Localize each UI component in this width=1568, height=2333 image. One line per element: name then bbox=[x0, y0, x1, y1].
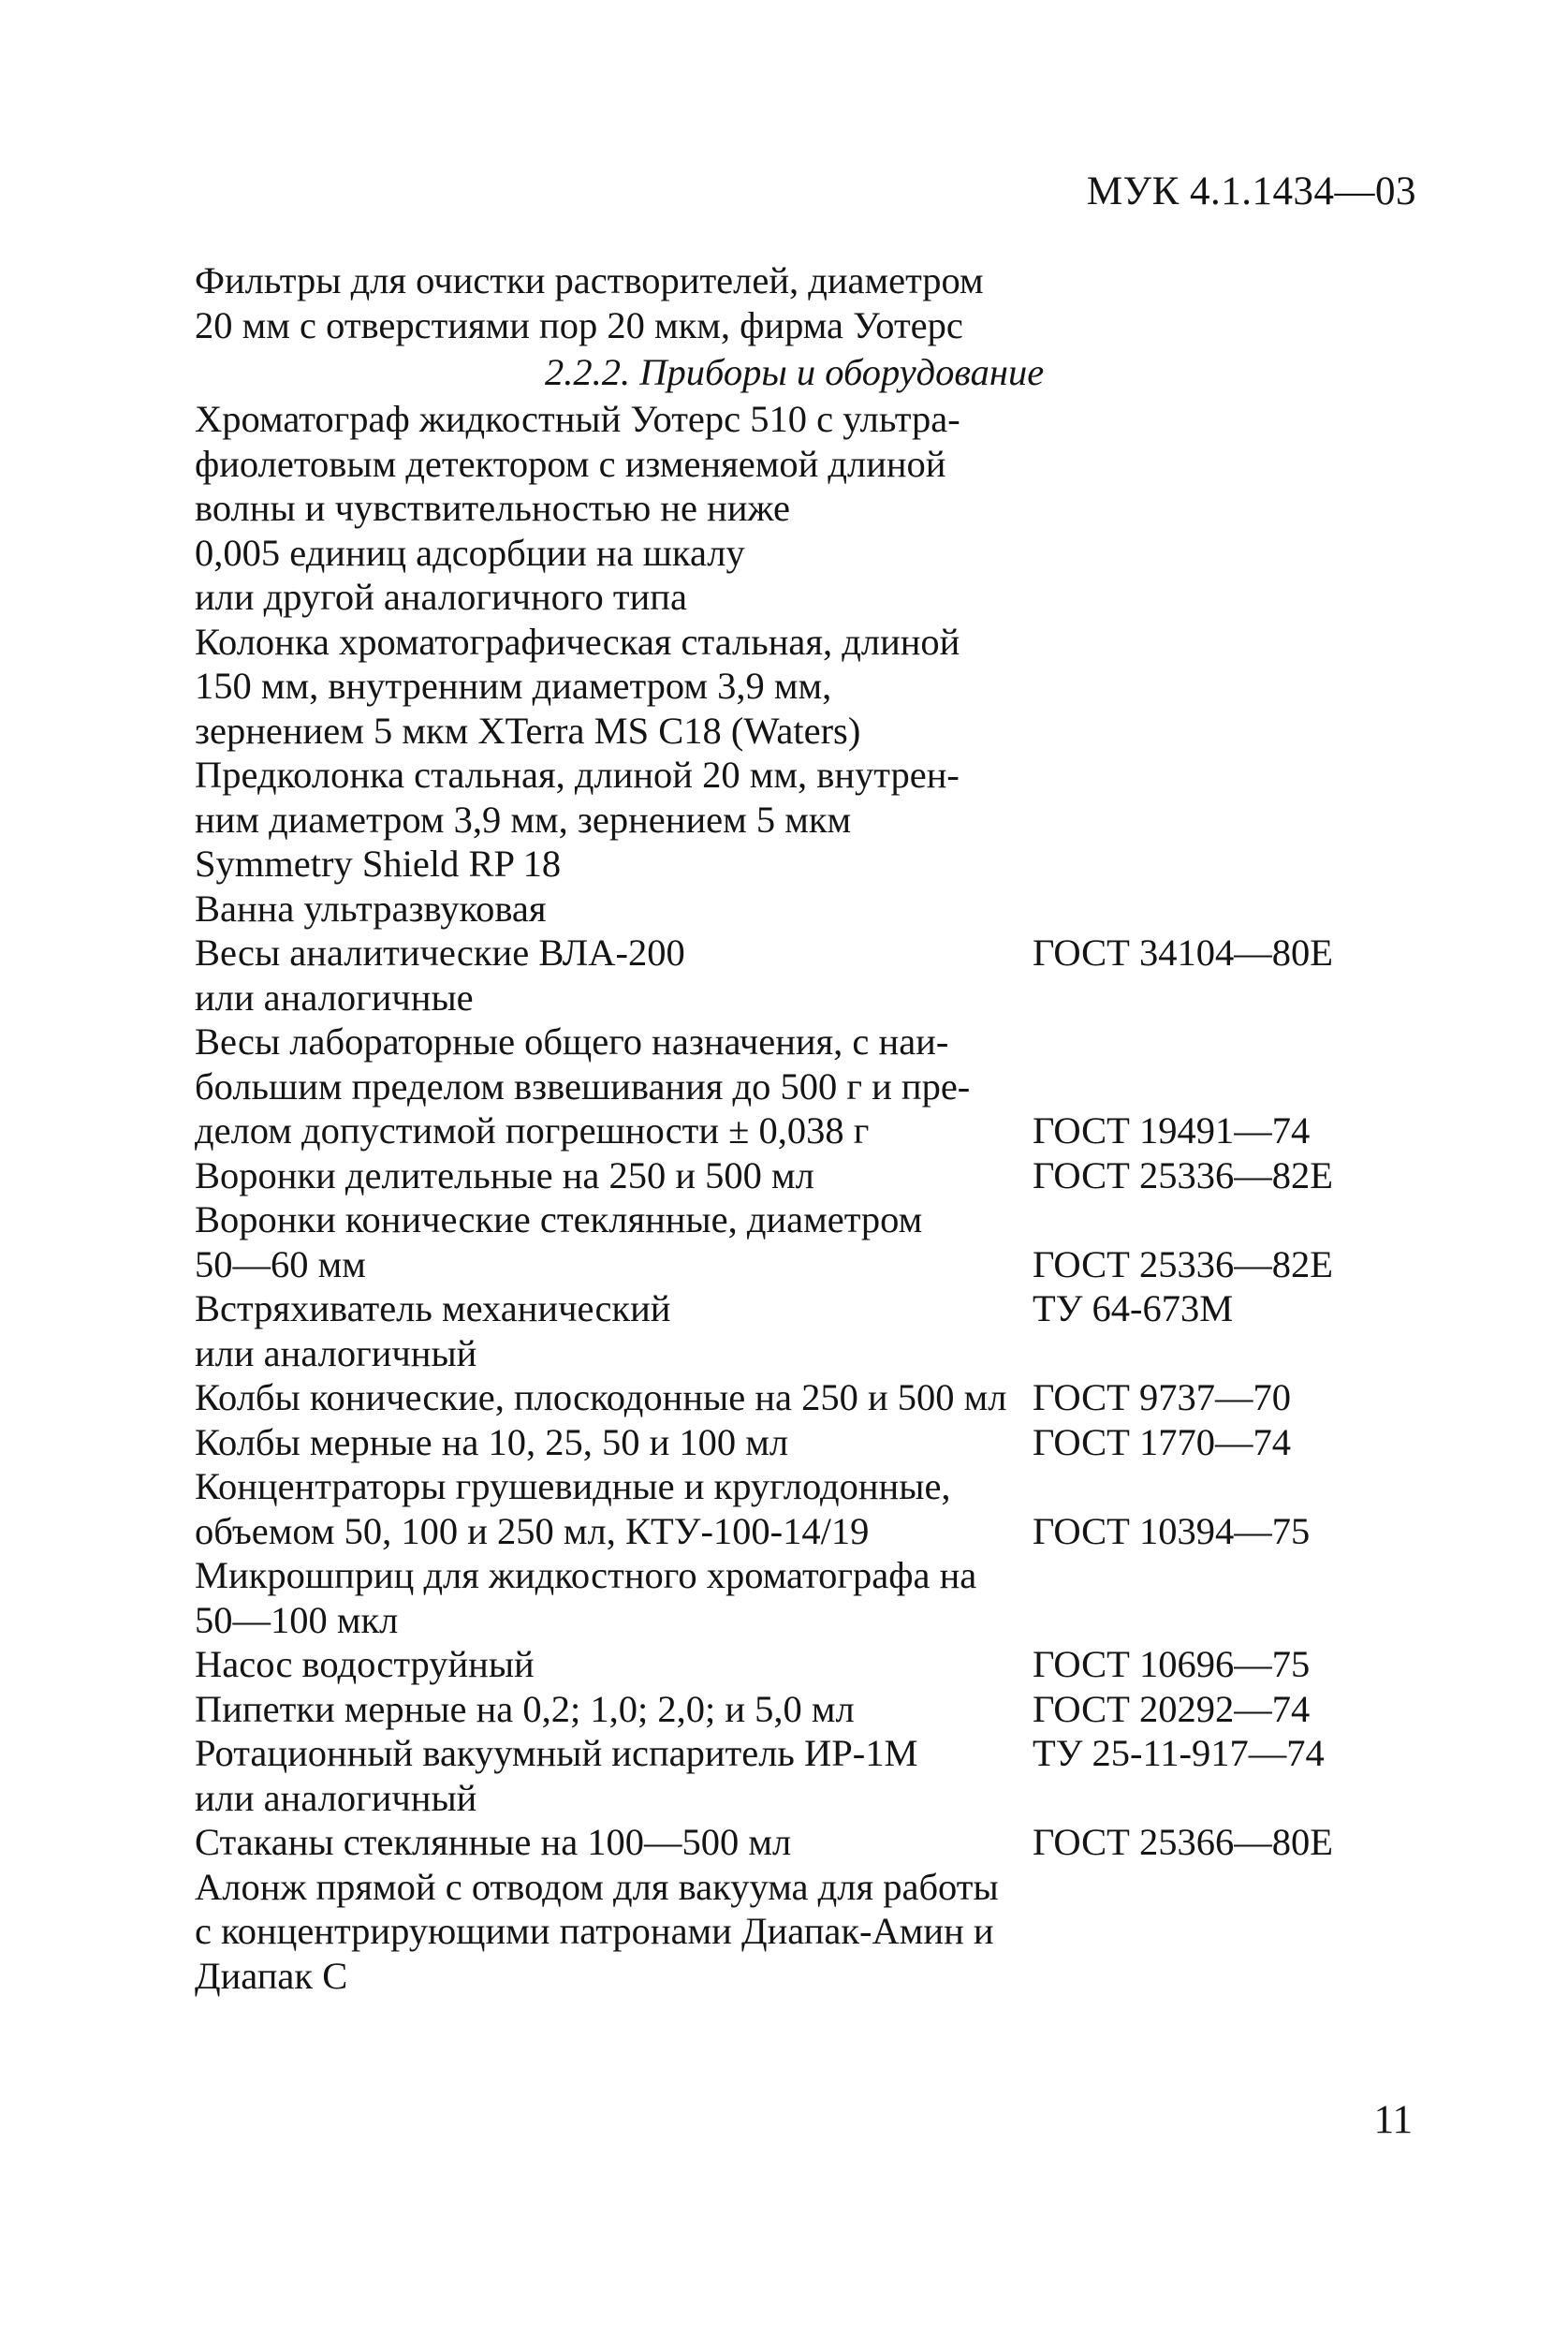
equipment-text: с концентрирующими патронами Диапак-Амин и bbox=[195, 1910, 994, 1952]
equipment-line bbox=[195, 1108, 1412, 1153]
equipment-line bbox=[195, 1197, 1412, 1242]
equipment-line bbox=[195, 1464, 1412, 1509]
equipment-line bbox=[195, 931, 1412, 976]
equipment-line bbox=[195, 1865, 1412, 1910]
equipment-text: Колонка хроматографическая стальная, длиной bbox=[195, 620, 960, 663]
equipment-line bbox=[195, 486, 1412, 531]
equipment-line bbox=[195, 1553, 1412, 1598]
equipment-line bbox=[195, 887, 1412, 932]
equipment-text: Колбы конические, плоскодонные на 250 и 500 мл bbox=[195, 1376, 1007, 1418]
standard-reference: ТУ 25-11-917—74 bbox=[1033, 1732, 1325, 1774]
equipment-text: Насос водоструйный bbox=[195, 1643, 535, 1685]
standard-reference: ГОСТ 1770—74 bbox=[1033, 1420, 1292, 1463]
equipment-line bbox=[195, 709, 1412, 754]
standard-reference: ГОСТ 34104—80Е bbox=[1033, 932, 1334, 974]
intro-line-text: Фильтры для очистки растворителей, диаметром bbox=[195, 259, 984, 301]
standard-reference: ГОСТ 10696—75 bbox=[1033, 1643, 1311, 1685]
page-content bbox=[195, 258, 1412, 1998]
equipment-text: большим пределом взвешивания до 500 г и пре- bbox=[195, 1064, 971, 1108]
equipment-text: Диапак С bbox=[195, 1954, 348, 1997]
standard-reference: ГОСТ 25366—80Е bbox=[1033, 1821, 1334, 1863]
equipment-text: волны и чувствительностью не ниже bbox=[195, 487, 790, 529]
equipment-line bbox=[195, 442, 1412, 487]
equipment-text: объемом 50, 100 и 250 мл, КТУ-100-14/19 bbox=[195, 1509, 870, 1552]
equipment-list bbox=[195, 397, 1412, 1998]
equipment-text: Symmetry Shield RP 18 bbox=[195, 843, 562, 885]
equipment-text: Алонж прямой с отводом для вакуума для работы bbox=[195, 1865, 999, 1908]
standard-reference: ТУ 64-673М bbox=[1033, 1287, 1234, 1329]
equipment-text: Воронки делительные на 250 и 500 мл bbox=[195, 1153, 814, 1196]
equipment-line bbox=[195, 1909, 1412, 1954]
standard-reference: ГОСТ 20292—74 bbox=[1033, 1687, 1311, 1730]
equipment-line bbox=[195, 1242, 1412, 1287]
intro-line bbox=[195, 303, 1412, 348]
equipment-text: Колбы мерные на 10, 25, 50 и 100 мл bbox=[195, 1420, 789, 1463]
equipment-line bbox=[195, 620, 1412, 665]
equipment-text: 150 мм, внутренним диаметром 3,9 мм, bbox=[195, 665, 832, 707]
equipment-line bbox=[195, 976, 1412, 1020]
equipment-text: Пипетки мерные на 0,2; 1,0; 2,0; и 5,0 мл bbox=[195, 1687, 855, 1730]
standard-reference: ГОСТ 25336—82Е bbox=[1033, 1242, 1334, 1285]
equipment-text: 0,005 единиц адсорбции на шкалу bbox=[195, 531, 745, 574]
equipment-text: Встряхиватель механический bbox=[195, 1287, 671, 1329]
equipment-text: Предколонка стальная, длиной 20 мм, внутрен- bbox=[195, 754, 960, 796]
equipment-text: Ротационный вакуумный испаритель ИР-1М bbox=[195, 1732, 918, 1774]
equipment-text: Стаканы стеклянные на 100—500 мл bbox=[195, 1821, 792, 1863]
equipment-line bbox=[195, 1064, 1412, 1109]
equipment-text: Весы аналитические ВЛА-200 bbox=[195, 932, 685, 974]
standard-reference: ГОСТ 19491—74 bbox=[1033, 1109, 1311, 1152]
equipment-text: или аналогичный bbox=[195, 1776, 477, 1819]
equipment-line bbox=[195, 397, 1412, 442]
equipment-line bbox=[195, 1020, 1412, 1064]
equipment-line bbox=[195, 1954, 1412, 1999]
equipment-line bbox=[195, 842, 1412, 887]
equipment-line bbox=[195, 1331, 1412, 1376]
equipment-line bbox=[195, 1153, 1412, 1198]
equipment-line bbox=[195, 1776, 1412, 1821]
equipment-text: Ванна ультразвуковая bbox=[195, 887, 547, 930]
equipment-text: фиолетовым детектором с изменяемой длиной bbox=[195, 442, 946, 485]
page-number: 11 bbox=[1373, 2098, 1413, 2142]
equipment-line bbox=[195, 1598, 1412, 1643]
equipment-line bbox=[195, 1687, 1412, 1732]
equipment-line bbox=[195, 1820, 1412, 1865]
equipment-text: 50—100 мкл bbox=[195, 1598, 399, 1641]
equipment-line bbox=[195, 1509, 1412, 1554]
equipment-line bbox=[195, 1420, 1412, 1465]
equipment-line bbox=[195, 1642, 1412, 1687]
equipment-line bbox=[195, 753, 1412, 798]
intro-block bbox=[195, 258, 1412, 347]
equipment-text: 50—60 мм bbox=[195, 1242, 366, 1285]
equipment-text: Концентраторы грушевидные и круглодонные, bbox=[195, 1465, 951, 1507]
equipment-text: делом допустимой погрешности ± 0,038 г bbox=[195, 1109, 870, 1152]
standard-reference: ГОСТ 10394—75 bbox=[1033, 1509, 1311, 1552]
equipment-line bbox=[195, 798, 1412, 843]
equipment-text: Воронки конические стеклянные, диаметром bbox=[195, 1198, 923, 1240]
standard-reference: ГОСТ 9737—70 bbox=[1033, 1376, 1292, 1418]
equipment-line bbox=[195, 1731, 1412, 1776]
equipment-text: или другой аналогичного типа bbox=[195, 576, 687, 618]
document-code: МУК 4.1.1434—03 bbox=[1086, 169, 1416, 213]
intro-line bbox=[195, 258, 1412, 303]
equipment-line bbox=[195, 1375, 1412, 1420]
equipment-line bbox=[195, 575, 1412, 620]
section-title: 2.2.2. Приборы и оборудование bbox=[545, 351, 1045, 393]
equipment-text: Микрошприц для жидкостного хроматографа на bbox=[195, 1554, 977, 1596]
equipment-line bbox=[195, 1286, 1412, 1331]
equipment-text: или аналогичные bbox=[195, 976, 474, 1019]
equipment-line bbox=[195, 531, 1412, 576]
equipment-text: Весы лабораторные общего назначения, с наи- bbox=[195, 1020, 949, 1063]
equipment-text: зернением 5 мкм XTerra MS C18 (Waters) bbox=[195, 709, 861, 752]
equipment-text: или аналогичный bbox=[195, 1331, 477, 1374]
standard-reference: ГОСТ 25336—82Е bbox=[1033, 1153, 1334, 1196]
equipment-line bbox=[195, 664, 1412, 709]
intro-line-text: 20 мм с отверстиями пор 20 мкм, фирма Уотерс bbox=[195, 303, 963, 346]
equipment-text: Хроматограф жидкостный Уотерс 510 с ультра- bbox=[195, 398, 960, 440]
equipment-text: ним диаметром 3,9 мм, зернением 5 мкм bbox=[195, 798, 852, 841]
